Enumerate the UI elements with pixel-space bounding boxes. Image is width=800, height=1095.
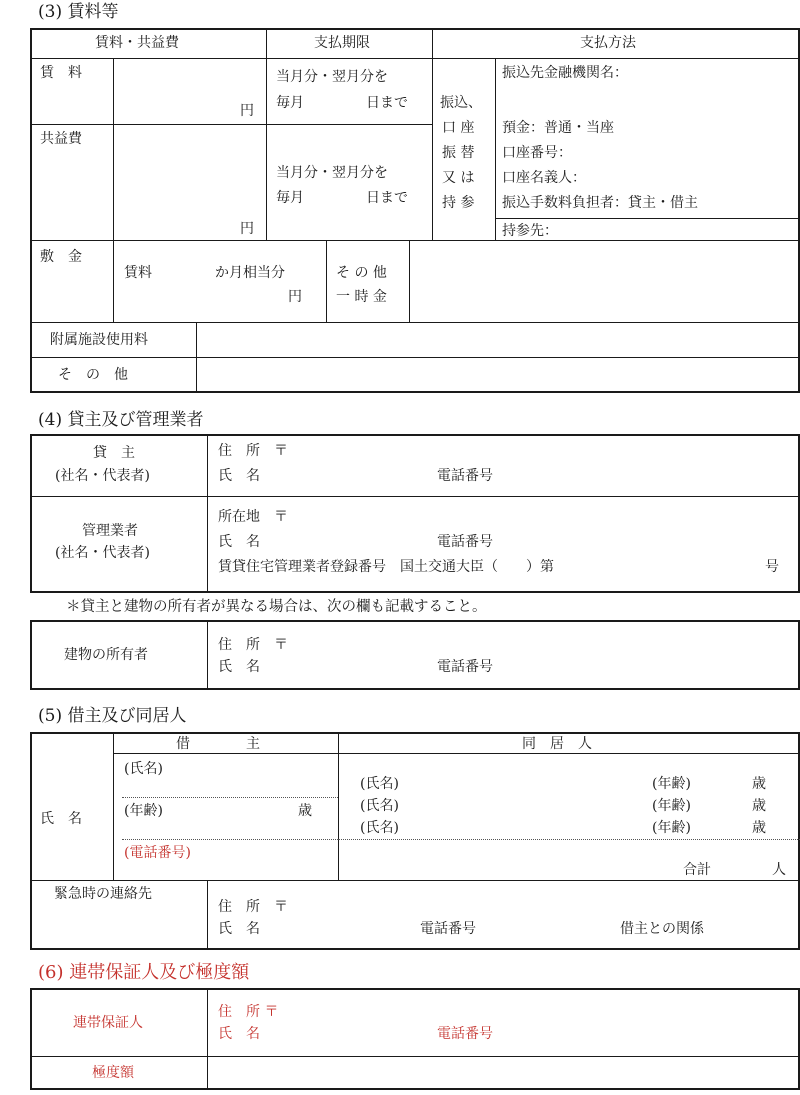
lessee-age-unit: 歳: [298, 803, 312, 819]
deposit-rent: 賃料: [124, 265, 152, 281]
lessor-label: 貸 主: [93, 445, 135, 461]
cohabitant-2-age-unit: 歳: [752, 798, 766, 814]
rent-yen: 円: [240, 103, 254, 119]
guarantor-phone: 電話番号: [437, 1026, 493, 1042]
deposit-months: か月相当分: [215, 265, 285, 281]
header-payment-method: 支払方法: [580, 35, 636, 51]
section-3-title: (3) 賃料等: [38, 2, 119, 22]
name-row-label: 氏 名: [40, 811, 82, 827]
facility-fee-label: 附属施設使用料: [50, 332, 148, 348]
rent-label: 賃 料: [40, 65, 82, 81]
cohabitant-1-age-unit: 歳: [752, 776, 766, 792]
guarantor-name: 氏 名: [218, 1026, 260, 1042]
payment-type-or: 又 は: [442, 170, 475, 186]
manager-registration-suffix: 号: [765, 559, 779, 575]
cohabitant-2-age: (年齢): [652, 798, 691, 814]
owner-note: ＊貸主と建物の所有者が異なる場合は、次の欄も記載すること。: [66, 599, 487, 615]
cohabitant-total: 合計: [683, 862, 711, 878]
emergency-relation: 借主との関係: [620, 921, 704, 937]
common-due-every-month: 毎月: [276, 190, 304, 206]
lessor-phone: 電話番号: [437, 468, 493, 484]
rent-due-every-month: 毎月: [276, 95, 304, 111]
manager-label: 管理業者: [82, 523, 138, 539]
lessee-phone: (電話番号): [124, 845, 191, 861]
lessee-name: (氏名): [124, 761, 163, 777]
common-due-line1: 当月分・翌月分を: [276, 165, 388, 181]
emergency-name: 氏 名: [218, 921, 260, 937]
payment-type-debit: 振 替: [442, 145, 475, 161]
guarantor-label: 連帯保証人: [73, 1015, 143, 1031]
cohabitant-1-age: (年齢): [652, 776, 691, 792]
emergency-contact-label: 緊急時の連絡先: [54, 886, 152, 902]
guarantor-address: 住 所 〒: [218, 1004, 279, 1020]
cohabitant-3-age-unit: 歳: [752, 820, 766, 836]
owner-phone: 電話番号: [437, 659, 493, 675]
common-fee-yen: 円: [240, 221, 254, 237]
cohabitant-3-age: (年齢): [652, 820, 691, 836]
manager-corp-rep: (社名・代表者): [55, 545, 150, 561]
other-lump-sum-1: そ の 他: [336, 265, 387, 281]
owner-label: 建物の所有者: [64, 647, 148, 663]
section-5-title: (5) 借主及び同居人: [38, 706, 187, 726]
manager-name: 氏 名: [218, 534, 260, 550]
header-rent-common: 賃料・共益費: [95, 35, 179, 51]
lessor-address: 住 所 〒: [218, 443, 288, 459]
payment-type-transfer: 振込、: [440, 95, 482, 111]
lessee-age: (年齢): [124, 803, 163, 819]
manager-registration: 賃貸住宅管理業者登録番号 国土交通大臣（ ）第: [218, 559, 554, 575]
payment-type-account: 口 座: [442, 120, 475, 136]
common-due-until-day: 日まで: [366, 190, 408, 206]
rent-due-line1: 当月分・翌月分を: [276, 69, 388, 85]
cohabitant-total-unit: 人: [772, 862, 786, 878]
lessee-header: 借 主: [176, 736, 260, 752]
emergency-phone: 電話番号: [420, 921, 476, 937]
emergency-address: 住 所 〒: [218, 899, 288, 915]
other-fee-label: そ の 他: [58, 367, 128, 383]
lessor-corp-rep: (社名・代表者): [55, 468, 150, 484]
common-fee-label: 共益費: [40, 131, 82, 147]
bring-to-label: 持参先：: [502, 223, 558, 239]
manager-location: 所在地 〒: [218, 509, 288, 525]
fee-payer-label: 振込手数料負担者：貸主・借主: [502, 195, 698, 211]
cohabitants-header: 同 居 人: [522, 736, 592, 752]
cohabitant-3-name: (氏名): [360, 820, 399, 836]
cohabitant-2-name: (氏名): [360, 798, 399, 814]
lessor-name: 氏 名: [218, 468, 260, 484]
max-amount-label: 極度額: [92, 1065, 134, 1081]
section-6-title: (6) 連帯保証人及び極度額: [38, 962, 250, 983]
owner-name: 氏 名: [218, 659, 260, 675]
section-4-title: (4) 貸主及び管理業者: [38, 410, 204, 430]
account-number-label: 口座番号：: [502, 145, 572, 161]
bank-name-label: 振込先金融機関名：: [502, 65, 628, 81]
manager-phone: 電話番号: [437, 534, 493, 550]
deposit-label: 敷 金: [40, 249, 82, 265]
other-lump-sum-2: 一 時 金: [336, 289, 387, 305]
payment-type-bring: 持 参: [442, 195, 475, 211]
owner-address: 住 所 〒: [218, 637, 288, 653]
guarantor-table: [30, 988, 800, 1090]
cohabitant-1-name: (氏名): [360, 776, 399, 792]
account-holder-label: 口座名義人：: [502, 170, 586, 186]
header-due-date: 支払期限: [314, 35, 370, 51]
deposit-yen: 円: [288, 289, 302, 305]
rent-due-until-day: 日まで: [366, 95, 408, 111]
deposit-type-label: 預金：普通・当座: [502, 120, 614, 136]
